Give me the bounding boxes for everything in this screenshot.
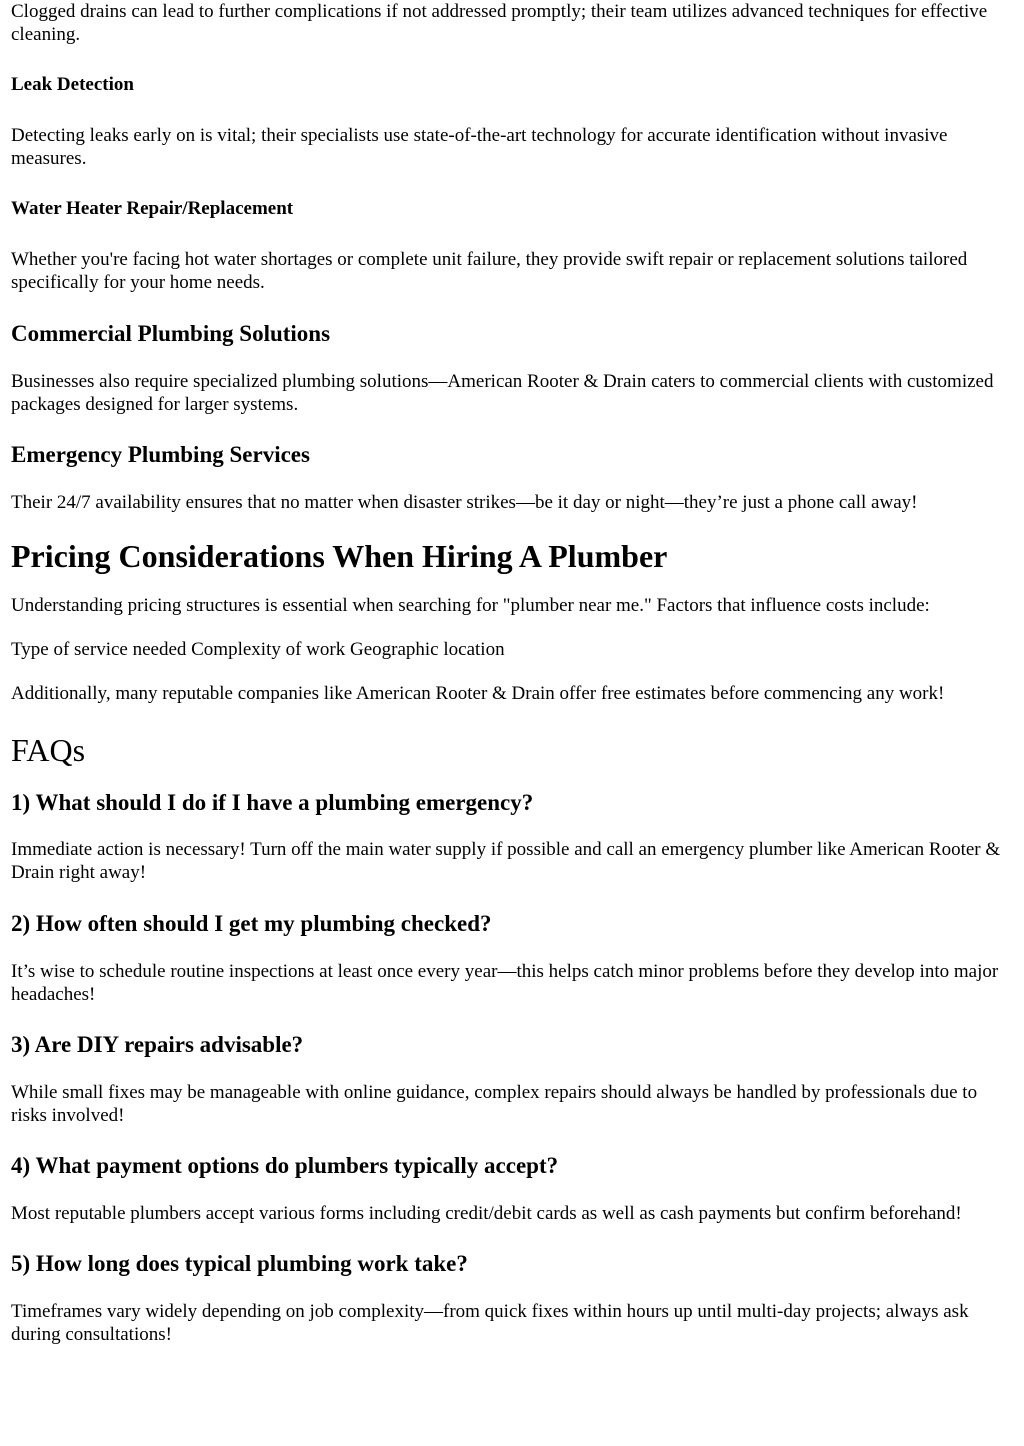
water-heater-paragraph: Whether you're facing hot water shortages or complete unit failure, they provide swift repair or replacement solutions tailored specifically for your home needs. xyxy=(11,249,968,293)
faqs-heading: FAQs xyxy=(11,732,86,768)
commercial-plumbing-heading: Commercial Plumbing Solutions xyxy=(11,321,331,346)
leak-detection-heading: Leak Detection xyxy=(11,74,134,95)
emergency-plumbing-paragraph: Their 24/7 availability ensures that no matter when disaster strikes—be it day or night—they’re just a phone call away! xyxy=(11,492,918,513)
pricing-intro-paragraph: Understanding pricing structures is essential when searching for "plumber near me." Factors that influence costs include: xyxy=(11,595,930,616)
faq-question: 2) How often should I get my plumbing checked? xyxy=(11,911,492,936)
faq-question: 5) How long does typical plumbing work take? xyxy=(11,1251,468,1276)
water-heater-heading: Water Heater Repair/Replacement xyxy=(11,198,294,219)
faq-answer: While small fixes may be manageable with online guidance, complex repairs should always be handled by professionals due to risks involved! xyxy=(11,1082,978,1126)
free-estimates-paragraph: Additionally, many reputable companies like American Rooter & Drain offer free estimates before commencing any work! xyxy=(11,683,945,704)
faq-answer: Most reputable plumbers accept various forms including credit/debit cards as well as cash payments but confirm beforehand! xyxy=(11,1203,962,1224)
pricing-heading: Pricing Considerations When Hiring A Plumber xyxy=(11,538,668,574)
faq-answer: Immediate action is necessary! Turn off the main water supply if possible and call an emergency plumber like American Rooter & Drain right away! xyxy=(11,839,1001,883)
faq-question: 4) What payment options do plumbers typically accept? xyxy=(11,1153,559,1178)
faq-question: 3) Are DIY repairs advisable? xyxy=(11,1032,304,1057)
leak-detection-paragraph: Detecting leaks early on is vital; their specialists use state-of-the-art technology for accurate identification without invasive measures. xyxy=(11,125,948,169)
faq-answer: It’s wise to schedule routine inspections at least once every year—this helps catch minor problems before they develop into major headaches! xyxy=(11,961,999,1005)
faq-answer: Timeframes vary widely depending on job complexity—from quick fixes within hours up until multi-day projects; always ask during consultations! xyxy=(11,1301,969,1345)
commercial-plumbing-paragraph: Businesses also require specialized plumbing solutions—American Rooter & Drain caters to commercial clients with customized packages designed for larger systems. xyxy=(11,371,994,415)
emergency-plumbing-heading: Emergency Plumbing Services xyxy=(11,442,310,467)
faq-question: 1) What should I do if I have a plumbing emergency? xyxy=(11,790,534,815)
pricing-factors-paragraph: Type of service needed Complexity of work Geographic location xyxy=(11,639,505,660)
drain-cleaning-paragraph: Clogged drains can lead to further complications if not addressed promptly; their team utilizes advanced techniques for effective cleaning. xyxy=(11,1,988,45)
